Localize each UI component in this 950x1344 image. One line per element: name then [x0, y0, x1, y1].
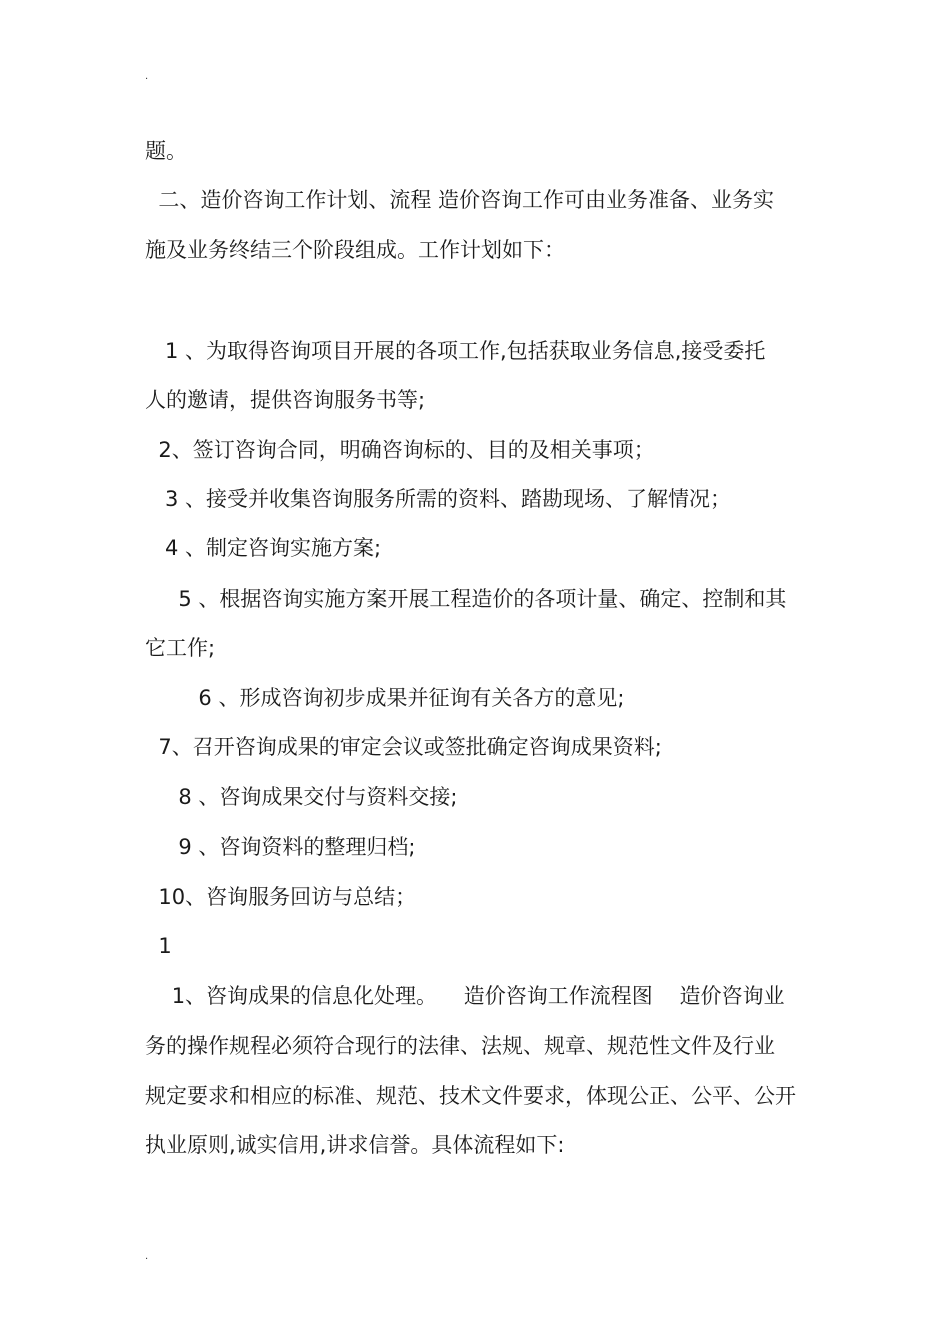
text-line: 人的邀请，提供咨询服务书等; — [145, 388, 426, 412]
text-line: 1 — [145, 934, 172, 958]
header-mark: . — [145, 71, 149, 82]
text-line: 5 、根据咨询实施方案开展工程造价的各项计量、确定、控制和其 — [145, 587, 787, 611]
text-line: 8 、咨询成果交付与资料交接; — [145, 785, 458, 809]
footer-mark: . — [145, 1251, 149, 1262]
text-line: 规定要求和相应的标准、规范、技术文件要求，体现公正、公平、公开 — [145, 1084, 796, 1108]
text-line: 10、咨询服务回访与总结； — [145, 885, 417, 909]
text-line: 7、召开咨询成果的审定会议或签批确定咨询成果资料; — [145, 735, 662, 759]
text-line: 1、咨询成果的信息化处理。 造价咨询工作流程图 造价咨询业 — [145, 984, 785, 1008]
text-line: 2、签订咨询合同，明确咨询标的、目的及相关事项； — [145, 438, 655, 462]
text-line: 务的操作规程必须符合现行的法律、法规、规章、规范性文件及行业 — [145, 1034, 775, 1058]
text-line: 6 、形成咨询初步成果并征询有关各方的意见; — [145, 686, 625, 710]
text-line: 二、造价咨询工作计划、流程 造价咨询工作可由业务准备、业务实 — [145, 188, 775, 212]
text-line: 它工作; — [145, 636, 216, 660]
text-line: 执业原则,诚实信用,讲求信誉。具体流程如下: — [145, 1133, 565, 1157]
text-line: 9 、咨询资料的整理归档; — [145, 835, 416, 859]
text-line: 3 、接受并收集咨询服务所需的资料、踏勘现场、了解情况； — [145, 487, 732, 511]
text-line: 题。 — [145, 139, 187, 163]
text-line: 施及业务终结三个阶段组成。工作计划如下： — [145, 238, 565, 262]
text-line: 1 、为取得咨询项目开展的各项工作,包括获取业务信息,接受委托 — [145, 339, 766, 363]
text-line: 4 、制定咨询实施方案; — [145, 536, 382, 560]
